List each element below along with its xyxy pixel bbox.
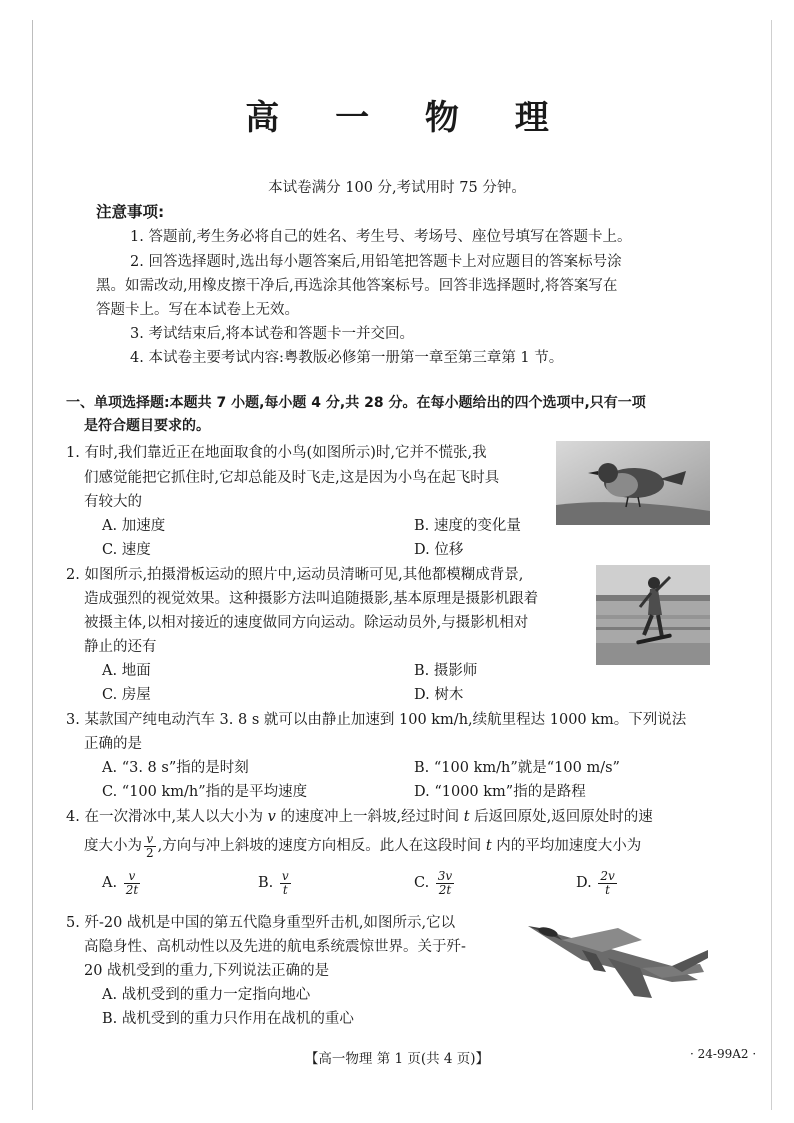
q4-option-a: A. $\frac{v}{2t}$ (102, 868, 139, 897)
q2-stem: 被摄主体,以相对接近的速度做同方向运动。除运动员外,与摄影机相对 (84, 615, 529, 631)
q1-option-d: D. 位移 (414, 542, 464, 558)
q5-stem: 高隐身性、高机动性以及先进的航电系统震惊世界。关于歼- (84, 939, 466, 955)
q2-option-a: A. 地面 (102, 663, 151, 679)
notice-line: 1. 答题前,考生务必将自己的姓名、考生号、考场号、座位号填写在答题卡上。 (130, 229, 632, 245)
q3-option-c: C. “100 km/h”指的是平均速度 (102, 784, 308, 800)
fighter-jet-photo (522, 910, 712, 1010)
q1-stem: 1. 有时,我们靠近正在地面取食的小鸟(如图所示)时,它并不慌张,我 (66, 445, 487, 461)
section-heading-cont: 是符合题目要求的。 (84, 418, 210, 434)
q5-stem: 20 战机受到的重力,下列说法正确的是 (84, 963, 330, 979)
q2-stem: 造成强烈的视觉效果。这种摄影方法叫追随摄影,基本原理是摄影机跟着 (84, 591, 539, 607)
q2-option-d: D. 树木 (414, 687, 464, 703)
q3-option-d: D. “1000 km”指的是路程 (414, 784, 586, 800)
q4-half-fraction: $\frac{v}{2}$ (146, 831, 154, 860)
q3-option-a: A. “3. 8 s”指的是时刻 (102, 760, 249, 776)
q1-stem: 们感觉能把它抓住时,它却总能及时飞走,这是因为小鸟在起飞时具 (84, 470, 500, 486)
q5-stem: 5. 歼-20 战机是中国的第五代隐身重型歼击机,如图所示,它以 (66, 915, 456, 931)
exam-info: 本试卷满分 100 分,考试用时 75 分钟。 (268, 180, 526, 196)
notice-line: 4. 本试卷主要考试内容:粤教版必修第一册第一章至第三章第 1 节。 (130, 350, 564, 366)
q2-stem: 2. 如图所示,拍摄滑板运动的照片中,运动员清晰可见,其他都模糊成背景, (66, 567, 524, 583)
page-title: 高 一 物 理 (245, 98, 571, 138)
q5-option-a: A. 战机受到的重力一定指向地心 (102, 987, 311, 1003)
skateboard-photo (596, 565, 710, 665)
q1-option-a: A. 加速度 (102, 518, 166, 534)
notice-line: 2. 回答选择题时,选出每小题答案后,用铅笔把答题卡上对应题目的答案标号涂 (130, 254, 622, 270)
footer-code: · 24-99A2 · (690, 1047, 757, 1061)
bird-photo (556, 441, 710, 525)
q5-option-b: B. 战机受到的重力只作用在战机的重心 (102, 1011, 354, 1027)
notice-heading: 注意事项: (96, 203, 165, 221)
q2-stem: 静止的还有 (84, 639, 157, 655)
notice-line: 答题卡上。写在本试卷上无效。 (96, 302, 299, 318)
q4-option-d: D. $\frac{2v}{t}$ (576, 868, 615, 897)
q2-option-c: C. 房屋 (102, 687, 151, 703)
q3-stem: 正确的是 (84, 736, 142, 752)
q1-stem: 有较大的 (84, 494, 142, 510)
q1-option-b: B. 速度的变化量 (414, 518, 521, 534)
q2-option-b: B. 摄影师 (414, 663, 478, 679)
q4-option-b: B. $\frac{v}{t}$ (258, 868, 289, 897)
footer-page-info: 【高一物理 第 1 页(共 4 页)】 (304, 1051, 490, 1067)
q4-option-c: C. $\frac{3v}{2t}$ (414, 868, 453, 897)
q4-stem-line1: 4. 在一次滑冰中,某人以大小为 v 的速度冲上一斜坡,经过时间 t 后返回原处,返回原处时的速 (66, 809, 653, 825)
q1-option-c: C. 速度 (102, 542, 151, 558)
q4-stem-line2: 度大小为 $\frac{v}{2}$ ,方向与冲上斜坡的速度方向相反。此人在这段时间 t 内的平均加速度大小为 (84, 831, 642, 860)
q3-option-b: B. “100 km/h”就是“100 m/s” (414, 760, 620, 776)
q3-stem: 3. 某款国产纯电动汽车 3. 8 s 就可以由静止加速到 100 km/h,续航里程达 1000 km。下列说法 (66, 712, 687, 728)
section-heading: 一、单项选择题:本题共 7 小题,每小题 4 分,共 28 分。在每小题给出的四个选项中,只有一项 (66, 395, 646, 411)
notice-line: 黑。如需改动,用橡皮擦干净后,再选涂其他答案标号。回答非选择题时,将答案写在 (96, 278, 618, 294)
notice-line: 3. 考试结束后,将本试卷和答题卡一并交回。 (130, 326, 415, 342)
